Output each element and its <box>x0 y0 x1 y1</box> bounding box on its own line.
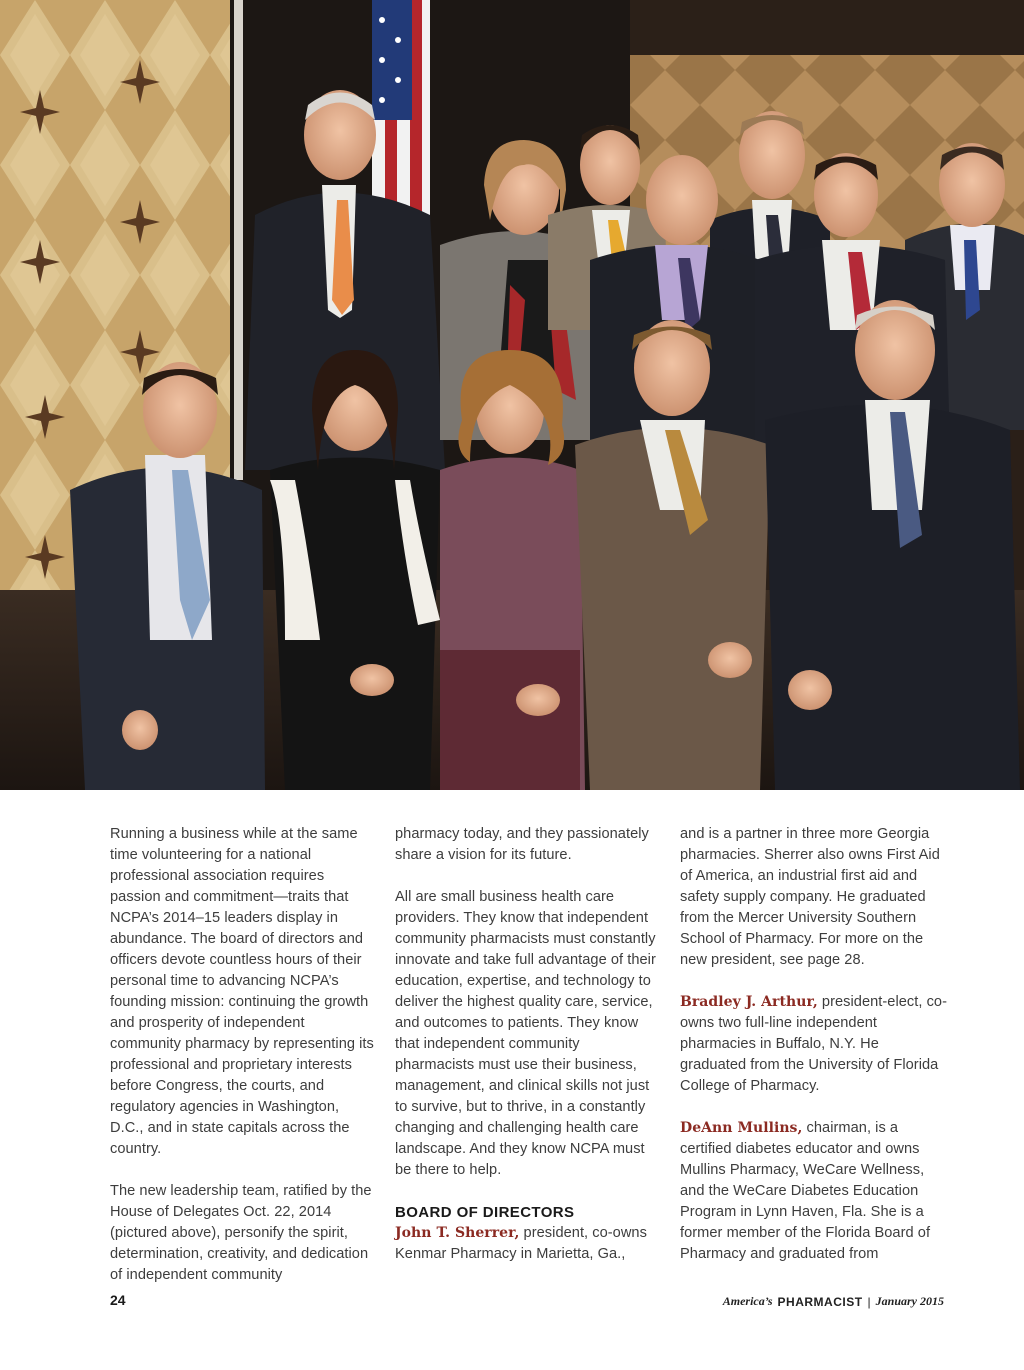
person-name: John T. Sherrer, <box>395 1225 520 1241</box>
running-footer <box>723 1294 944 1309</box>
article-paragraph: pharmacy today, and they passionately share a vision for its future. <box>395 826 649 863</box>
article-paragraph <box>680 1118 948 1265</box>
person-name: Bradley J. Arthur, <box>680 994 818 1010</box>
article-paragraph <box>680 992 948 1097</box>
magazine-brand: PHARMACIST <box>777 1294 863 1309</box>
article-column-2 <box>395 824 661 1265</box>
person-name: DeAnn Mullins, <box>680 1120 803 1136</box>
article-paragraph: The new leadership team, ratified by the House of Delegates Oct. 22, 2014 (pictured above), personify the spirit, determination, creativity, and dedication of independent community <box>110 1183 372 1283</box>
article-column-1 <box>110 824 376 1286</box>
page-number: 24 <box>110 1292 126 1308</box>
article-paragraph: and is a partner in three more Georgia pharmacies. Sherrer also owns First Aid of America, an industrial first aid and safety supply company. He graduated from the Mercer University Southern School of Pharmacy. For more on the new president, see page 28. <box>680 826 940 968</box>
board-section <box>395 1202 661 1265</box>
article-text: chairman, is a certified diabetes educator and owns Mullins Pharmacy, WeCare Wellness, and the WeCare Diabetes Education Program in Lynn Haven, Fla. She is a former member of the Florida Board of Pharmacy and graduated from <box>680 1120 931 1262</box>
article-paragraph: Running a business while at the same time volunteering for a national professional association requires passion and commitment—traits that NCPA’s 2014–15 leaders display in abundance. The board of directors and officers devote countless hours of their personal time to advancing NCPA’s founding mission: continuing the growth and prosperity of independent community pharmacy by representing its professional and proprietary interests before Congress, the courts, and regulatory agencies in Washington, D.C., and in state capitals across the country. <box>110 826 374 1157</box>
article-column-3 <box>680 824 948 1265</box>
article-text: president-elect, co-owns two full-line independent pharmacies in Buffalo, N.Y. He graduated from the University of Florida College of Pharmacy. <box>680 994 948 1094</box>
article-paragraph: All are small business health care providers. They know that independent community pharmacists must constantly innovate and take full advantage of their education, expertise, and technology to deliver the highest quality care, service, and outcomes to patients. They know that independent community pharmacists must use their business, management, and clinical skills not just to survive, but to thrive, in a constantly changing and challenging health care landscape. And they know NCPA must be there to help. <box>395 889 656 1178</box>
article-text: president, co-owns Kenmar Pharmacy in Marietta, Ga., <box>395 1225 647 1262</box>
section-heading: BOARD OF DIRECTORS <box>395 1204 575 1221</box>
footer-separator: | <box>867 1294 871 1309</box>
issue-date: January 2015 <box>875 1294 944 1308</box>
magazine-name-italic: America’s <box>722 1294 773 1308</box>
